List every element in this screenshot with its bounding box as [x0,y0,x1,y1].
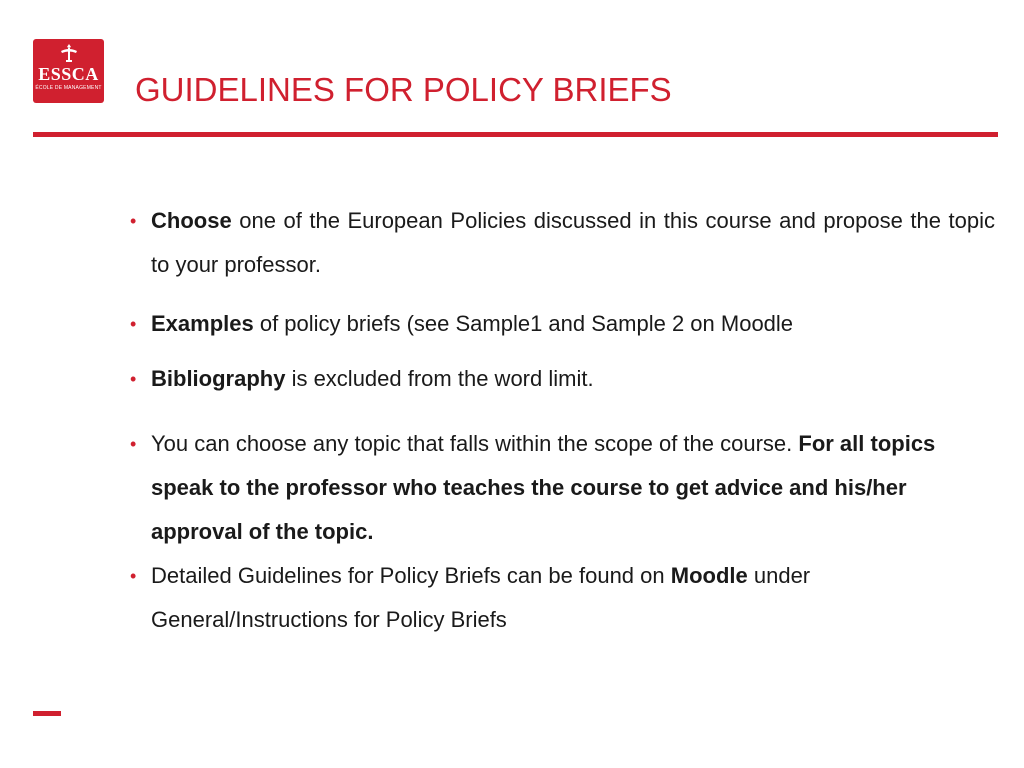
bullet-text: Detailed Guidelines for Policy Briefs can be found on [151,563,671,588]
bullet-text: You can choose any topic that falls within the scope of the course. [151,431,799,456]
bullet-item-examples [130,302,995,346]
logo-tagline: ÉCOLE DE MANAGEMENT [35,85,102,91]
bullet-text: of policy briefs (see Sample1 and Sample 2 on Moodle [253,311,794,336]
bullet-item-topic-choice [130,422,995,554]
essca-logo [33,39,104,103]
bullet-text: is excluded from the word limit. [285,366,594,391]
logo-name: ESSCA [38,64,99,84]
footer-accent-mark [33,711,61,716]
bullet-item-bibliography [130,357,995,401]
title-divider [33,132,998,137]
bullet-text: one of the European Policies discussed in this course and propose the topic to your professor. [151,208,995,277]
bullet-strong: For all topics speak to the professor who teaches the course to get advice and his/her approval of the topic. [151,431,936,544]
torch-emblem-icon [58,43,80,63]
bullet-strong: Choose [151,208,232,233]
bullet-strong: Bibliography [151,366,286,391]
bullet-item-guidelines [130,554,995,642]
bullet-strong: Moodle [670,563,748,588]
bullet-item-choose [130,199,995,287]
bullet-strong: Examples [151,311,254,336]
bullet-text: under General/Instructions for Policy Briefs [151,563,811,632]
slide-title: GUIDELINES FOR POLICY BRIEFS [135,71,672,108]
bullet-list [130,199,995,642]
